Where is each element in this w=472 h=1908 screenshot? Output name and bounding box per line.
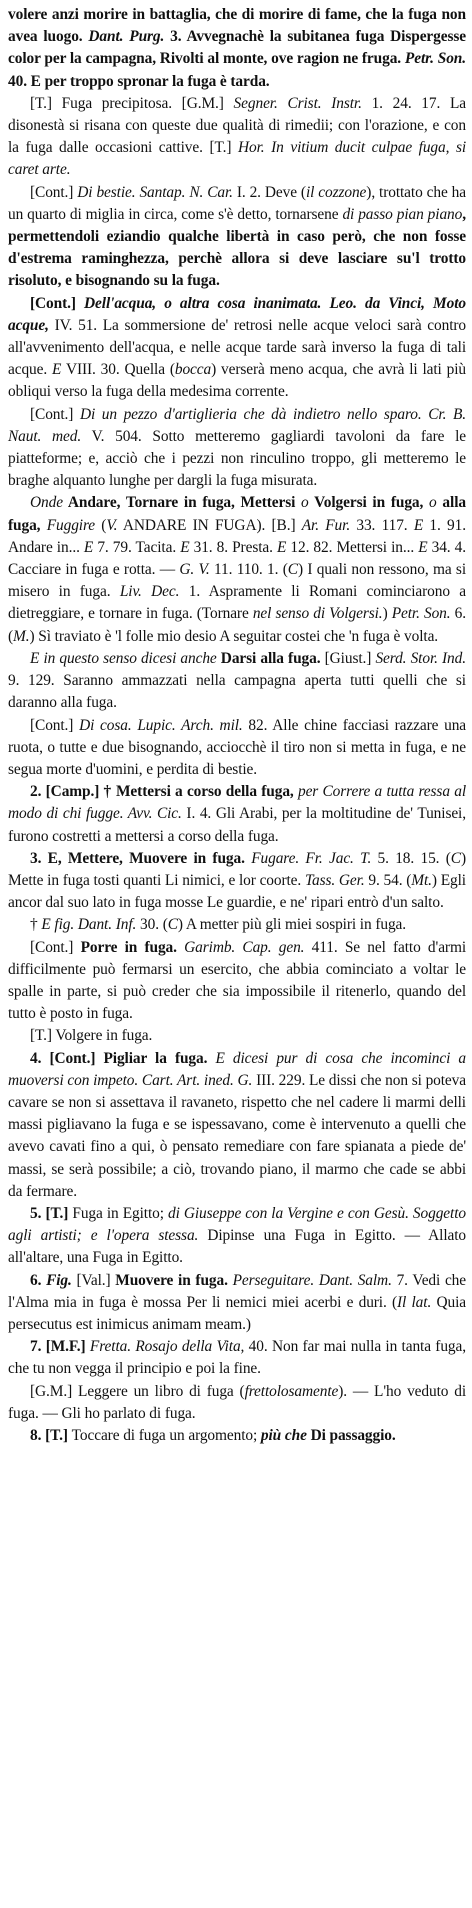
text-segment: I. 4. Gli Arabi, per la moltitudine de' Tunisei, furono costretti a mettersi a corso della fuga. bbox=[8, 805, 466, 845]
text-segment: 33. 117. bbox=[350, 516, 414, 534]
text-segment: Ar. Fur. bbox=[301, 516, 351, 534]
text-segment: E dicesi pur di cosa che incominci a muoversi con impeto. Cart. Art. ined. G. bbox=[8, 1049, 467, 1089]
text-segment: volere anzi morire in battaglia, che di morire di fame, che la fuga non avea luogo. bbox=[8, 6, 466, 46]
entry-paragraph bbox=[8, 781, 466, 848]
text-segment: Toccare di fuga un argomento; bbox=[71, 1427, 261, 1444]
entry-paragraph bbox=[8, 404, 466, 493]
entry-paragraph bbox=[8, 1203, 466, 1270]
entry-paragraph bbox=[8, 492, 466, 647]
text-segment: 1. 91. Andare in... bbox=[8, 516, 466, 556]
text-segment: [Giust.] bbox=[320, 649, 376, 667]
text-segment: E bbox=[276, 538, 287, 556]
text-segment: di passo pian piano bbox=[342, 205, 463, 223]
text-segment: 7. 79. Tacita. bbox=[93, 538, 181, 556]
text-segment: 12. 82. Mettersi in... bbox=[286, 538, 419, 556]
text-segment: Mt. bbox=[411, 871, 432, 889]
text-segment: , permettendoli eziandio qualche libertà in caso però, che non fosse d'estrema raminghezza, perchè allora si deve lasciare su'l trotto risoluto, e bisognando su la fuga. bbox=[8, 205, 466, 290]
entry-paragraph bbox=[8, 848, 466, 915]
text-segment: 31. 8. Presta. bbox=[189, 538, 277, 556]
text-segment: E in questo senso dicesi anche bbox=[30, 649, 217, 667]
text-segment: C bbox=[287, 561, 298, 579]
entry-paragraph bbox=[8, 4, 466, 93]
text-segment: Fuga in Egitto; bbox=[72, 1204, 168, 1222]
text-segment: 11. 110. 1. ( bbox=[209, 561, 288, 579]
text-segment: Fig. bbox=[46, 1271, 72, 1289]
text-segment: Volgersi in fuga, bbox=[308, 494, 430, 512]
text-segment: [Cont.] bbox=[30, 405, 80, 423]
text-segment: Dant. Purg. bbox=[88, 28, 165, 46]
text-segment: [Val.] bbox=[71, 1271, 116, 1289]
text-segment: 9. 129. Saranno ammazzati nella campagna aperta tutti quelli che si daranno alla fuga. bbox=[8, 672, 466, 712]
text-segment: E bbox=[83, 538, 94, 556]
text-segment: Garimb. Cap. gen. bbox=[184, 938, 305, 956]
text-segment: VIII. 30. Quella ( bbox=[61, 361, 175, 379]
text-segment: ) bbox=[382, 605, 392, 623]
text-segment: Pigliar la fuga. bbox=[103, 1049, 208, 1067]
entry-paragraph bbox=[8, 1381, 466, 1425]
text-segment: Liv. Dec. bbox=[119, 583, 180, 601]
entry-paragraph bbox=[8, 293, 466, 404]
text-segment: V. bbox=[106, 516, 118, 534]
text-segment: Porre in fuga. bbox=[80, 938, 177, 956]
text-segment: [T.] Fuga precipitosa. [G.M.] bbox=[30, 94, 234, 112]
text-segment: Di cosa. Lupic. Arch. mil. bbox=[79, 716, 243, 734]
text-segment: E bbox=[180, 538, 190, 556]
text-segment: C bbox=[450, 849, 461, 867]
text-segment: ) A metter più gli miei sospiri in fuga. bbox=[177, 916, 407, 934]
text-segment: E bbox=[413, 516, 424, 534]
text-segment: bocca bbox=[174, 361, 212, 379]
text-segment: 6. bbox=[30, 1271, 47, 1289]
text-segment: Dipinse una Fuga in Egitto. — Allato all'altare, una Fuga in Egitto. bbox=[8, 1227, 466, 1267]
text-segment: 8. [T.] bbox=[30, 1427, 72, 1444]
entry-paragraph bbox=[8, 1048, 466, 1203]
text-segment: 40. Non far mai nulla in tanta fuga, che tu non vegga il principio e poi la fine. bbox=[8, 1338, 466, 1378]
text-segment: ) verserà meno acqua, che avrà li lati più obliqui verso la fuga della medesima corrente. bbox=[8, 361, 466, 401]
text-segment: 3. E, Mettere, Muovere in fuga. bbox=[30, 849, 252, 867]
text-segment: 6. ( bbox=[8, 605, 466, 645]
entry-paragraph bbox=[8, 715, 466, 782]
text-segment: In vitium ducit culpae fuga, si caret arte. bbox=[8, 139, 467, 179]
text-segment: Petr. Son. bbox=[391, 605, 451, 623]
text-segment: ) I quali non ressono, ma si misero in fuga. bbox=[8, 561, 466, 601]
text-segment: ( bbox=[95, 516, 107, 534]
text-segment: Dell'acqua, o altra cosa inanimata. Leo. da Vinci, Moto acque, bbox=[8, 294, 467, 334]
text-segment: Onde bbox=[30, 494, 63, 512]
text-segment: ANDARE IN FUGA). [B.] bbox=[117, 516, 302, 534]
entry-paragraph bbox=[8, 1025, 466, 1047]
entry-paragraph bbox=[8, 914, 466, 936]
text-segment: o bbox=[301, 494, 309, 512]
text-segment: 7. [M.F.] bbox=[30, 1338, 90, 1356]
text-segment: E bbox=[418, 538, 428, 556]
text-segment: [Cont.] bbox=[30, 716, 80, 734]
text-segment: 30. ( bbox=[136, 916, 168, 934]
text-segment: ) Sì traviato è 'l folle mio desio A seguitar costei che 'n fuga è volta. bbox=[29, 627, 439, 645]
text-segment: 1. Aspramente li Romani cominciarono a dietreggiare, e tornare in fuga. (Tornare bbox=[8, 583, 467, 623]
text-segment: alla fuga, bbox=[8, 494, 466, 534]
text-segment: ) Mette in fuga tosti quanti Li nimici, e lor coorte. bbox=[8, 849, 466, 889]
text-segment: ) Egli ancor dal suo lato in fuga mosse Le guardie, e ne' ripari entrò d'un salto. bbox=[8, 871, 466, 912]
text-segment: Di un pezzo d'artiglieria che dà indietro nello sparo. Cr. B. Naut. med. bbox=[8, 405, 466, 445]
text-segment: frettolosamente bbox=[244, 1382, 339, 1400]
text-segment: 2. [Camp.] † Mettersi a corso della fuga, bbox=[30, 783, 298, 801]
text-segment bbox=[207, 1050, 215, 1067]
text-segment: Serd. Stor. Ind. bbox=[375, 649, 466, 667]
text-segment: ), trottato che ha un quarto di miglia in circa, come s'è detto, tornarsene bbox=[8, 183, 466, 223]
text-segment: Fuggire bbox=[46, 516, 96, 534]
text-segment: Muovere in fuga. bbox=[115, 1271, 228, 1289]
text-segment: 7. Vedi che l'Alma mia in fuga è mossa Per li nemici miei acerbi e duri. ( bbox=[8, 1271, 466, 1311]
text-segment: III. 229. Le dissi che non si poteva cavare se non si assettava il ravaneto, rispetto che nel cadere li marmi delli massi pigliavano la fuga e se ispessavano, come è intervenuto a quelli che avevo cavati fino a qui, ò pensato remediare con fare spianata a piede de' massi, se serà possibile; a ciò, trovando piano, il marmo che cade se abbi da fermare. bbox=[8, 1071, 466, 1200]
text-segment: 5. 18. 15. ( bbox=[371, 849, 451, 867]
text-segment: di Giuseppe con la Vergine e con Gesù. Soggetto agli artisti; e l'opera stessa. bbox=[8, 1204, 466, 1245]
entry-paragraph bbox=[8, 1425, 466, 1447]
text-segment: Il lat. bbox=[397, 1293, 432, 1311]
entry-paragraph bbox=[8, 182, 466, 293]
text-segment: Darsi alla fuga. bbox=[216, 649, 321, 667]
text-segment: † bbox=[30, 916, 42, 934]
text-segment: nel senso di Volgersi. bbox=[252, 605, 383, 623]
text-segment: Fugare. Fr. Jac. T. bbox=[251, 849, 372, 867]
text-segment: Perseguitare. Dant. Salm. bbox=[232, 1271, 392, 1289]
text-segment: [G.M.] Leggere un libro di fuga ( bbox=[30, 1382, 245, 1400]
text-segment: più che bbox=[260, 1427, 307, 1444]
text-segment: Fretta. Rosajo della Vita, bbox=[89, 1338, 245, 1356]
text-segment: Segner. Crist. Instr. bbox=[233, 94, 362, 112]
text-segment: Petr. Son. bbox=[404, 50, 467, 68]
text-segment: Andare, Tornare in fuga, Mettersi bbox=[62, 494, 302, 512]
text-segment: IV. 51. La sommersione de' retrosi nelle acque veloci sarà contro all'avvenimento dell'acqua, e nelle acque tarde sarà inverso la fuga di tali acque. bbox=[8, 316, 466, 379]
entry-paragraph bbox=[8, 937, 466, 1026]
text-segment: 411. Se nel fatto d'armi difficilmente può fermarsi un esercito, che abbia cominciato a voltar le spalle in parte, si può creder che sia impossibile il ritenerlo, quando del tutto è posto in fuga. bbox=[8, 938, 467, 1023]
text-segment: 40. E per troppo spronar la fuga è tarda. bbox=[8, 72, 270, 90]
text-segment: 82. Alle chine facciasi razzare una ruota, o tutte e due bisognando, acciocchè il tiro non si metta in fuga, e ne segua morte d'uomini, e perdita di bestie. bbox=[8, 716, 467, 778]
text-segment: E bbox=[52, 361, 62, 379]
text-segment: M. bbox=[13, 627, 30, 645]
text-segment: C bbox=[167, 916, 178, 934]
entry-paragraph bbox=[8, 648, 466, 715]
text-segment: [T.] Volgere in fuga. bbox=[30, 1027, 153, 1045]
text-segment: 1. 24. 17. La disonestà si risana con queste due qualità di rimedii; con l'orazione, e con la fuga dalle occasioni cattive. [T.] bbox=[8, 94, 466, 157]
text-segment: Hor. bbox=[238, 139, 265, 157]
entry-paragraph bbox=[8, 1336, 466, 1380]
text-segment: Tass. Ger. bbox=[304, 871, 365, 889]
text-segment: 3. Avvegnachè la subitanea fuga Dispergesse color per la campagna, Rivolti al monte, ove ragion ne fruga. bbox=[8, 28, 466, 68]
text-segment: E fig. Dant. Inf. bbox=[41, 916, 137, 934]
text-segment: V. 504. Sotto metteremo gagliardi tavoloni da fare le piatteforme; e, acciò che i pezzi non rinculino troppo, gli metteremo le braghe alquanto lunghe per dargli la fuga misurata. bbox=[8, 427, 466, 490]
text-segment: per Correre a tutta ressa al modo di chi fugge. Avv. Cic. bbox=[8, 783, 466, 823]
text-segment: 34. 4. Cacciare in fuga e rotta. — bbox=[8, 538, 467, 579]
text-segment: Di bestie. Santap. N. Car. bbox=[77, 183, 233, 201]
text-segment: Quia persecutus est inimicus animam meam.) bbox=[8, 1293, 466, 1333]
entry-paragraph bbox=[8, 93, 466, 182]
text-segment: 4. [Cont.] bbox=[30, 1049, 104, 1067]
text-segment: Di passaggio. bbox=[310, 1427, 396, 1444]
text-segment: [Cont.] bbox=[30, 183, 78, 201]
text-segment: il cozzone bbox=[305, 183, 367, 201]
text-segment: G. V. bbox=[179, 561, 210, 579]
text-segment: [Cont.] bbox=[30, 294, 85, 312]
entry-paragraph bbox=[8, 1270, 466, 1337]
text-segment: I. 2. Deve ( bbox=[232, 183, 306, 201]
text-segment: o bbox=[429, 494, 437, 512]
text-segment: [Cont.] bbox=[30, 938, 81, 956]
text-segment: ). — L'ho veduto di fuga. — Gli ho parlato di fuga. bbox=[8, 1382, 467, 1422]
text-segment: 5. [T.] bbox=[30, 1204, 73, 1222]
text-segment: 9. 54. ( bbox=[364, 871, 412, 889]
